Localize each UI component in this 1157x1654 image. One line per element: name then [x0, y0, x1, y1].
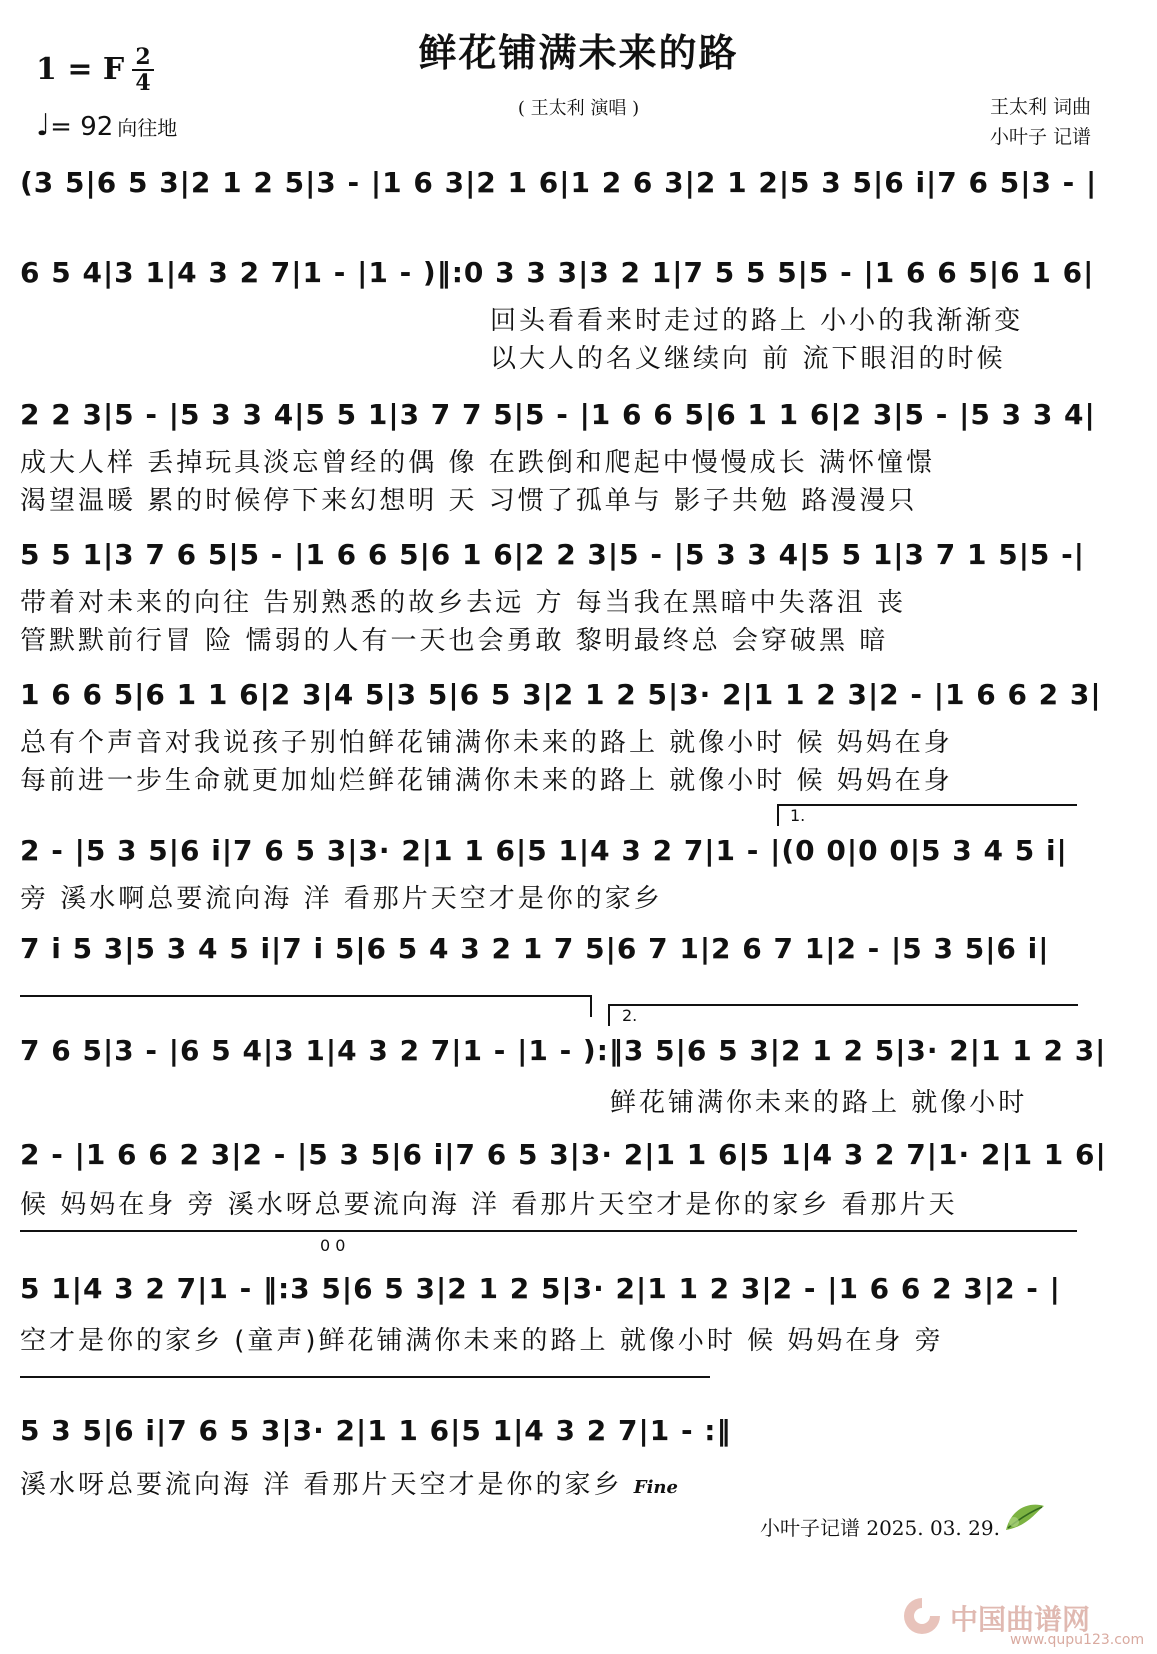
lyric-text: 溪水呀总要流向海 洋 看那片天空才是你的家乡 [20, 1470, 623, 1500]
volta-number: 0 0 [320, 1236, 346, 1255]
lyric-verse-1: 成大人样 丢掉玩具淡忘曾经的偶 像 在跌倒和爬起中慢慢成长 满怀憧憬 [20, 448, 936, 478]
volta-bracket-start [608, 1004, 610, 1026]
lyric-verse-1: 空才是你的家乡 (童声)鲜花铺满你未来的路上 就像小时 候 妈妈在身 旁 [20, 1326, 944, 1356]
performer-subtitle: ( 王太利 演唱 ) [517, 98, 640, 119]
lyric-verse-2: 以大人的名义继续向 前 流下眼泪的时候 [490, 344, 1006, 374]
score-system-6 [20, 804, 1137, 916]
notation-line: 5 3 5|6 i|7 6 5 3|3· 2|1 1 6|5 1|4 3 2 7|1 - :‖ [20, 1414, 732, 1447]
notation-line: 2 - |5 3 5|6 i|7 6 5 3|3· 2|1 1 6|5 1|4 3 2 7|1 - |(0 0|0 0|5 3 4 5 i| [20, 834, 1068, 867]
time-bottom: 4 [135, 70, 151, 96]
fine-marking: Fine [633, 1477, 678, 1498]
notation-line: 2 - |1 6 6 2 3|2 - |5 3 5|6 i|7 6 5 3|3· 2|1 1 6|5 1|4 3 2 7|1· 2|1 1 6| [20, 1138, 1107, 1171]
score-system-10 [20, 1236, 1137, 1356]
score-system-8 [20, 1004, 1137, 1116]
notation-line: 7 i 5 3|5 3 4 5 i|7 i 5|6 5 4 3 2 1 7 5|6 7 1|2 6 7 1|2 - |5 3 5|6 i| [20, 932, 1050, 965]
score-system-7 [20, 926, 1137, 976]
notation-line: 2 2 3|5 - |5 3 3 4|5 5 1|3 7 7 5|5 - |1 6 6 5|6 1 1 6|2 3|5 - |5 3 3 4| [20, 398, 1096, 431]
tempo-marking [36, 108, 177, 143]
score-system-1 [20, 160, 1137, 210]
watermark-logo-icon [900, 1594, 944, 1638]
lyric-verse-1: 回头看看来时走过的路上 小小的我渐渐变 [490, 306, 1024, 336]
lyric-verse-2: 每前进一步生命就更加灿烂鲜花铺满你未来的路上 就像小时 候 妈妈在身 [20, 766, 953, 796]
song-title: 鲜花铺满未来的路 [418, 31, 739, 75]
score-system-2 [20, 250, 1137, 380]
watermark-url: www.qupu123.com [1010, 1632, 1145, 1648]
lyric-verse-1 [20, 1464, 720, 1501]
leaf-icon [1002, 1500, 1046, 1536]
notation-line: (3 5|6 5 3|2 1 2 5|3 - |1 6 3|2 1 6|1 2 6 3|2 1 2|5 3 5|6 i|7 6 5|3 - | [20, 166, 1098, 199]
notation-line: 7 6 5|3 - |6 5 4|3 1|4 3 2 7|1 - |1 - ):‖3 5|6 5 3|2 1 2 5|3· 2|1 1 2 3| [20, 1034, 1107, 1067]
lyric-verse-2: 渴望温暖 累的时候停下来幻想明 天 习惯了孤单与 影子共勉 路漫漫只 [20, 486, 918, 516]
volta-bracket-line [777, 804, 1077, 806]
score-system-5 [20, 672, 1137, 802]
key-signature: 1 = F [36, 52, 125, 87]
lyric-verse-1: 候 妈妈在身 旁 溪水呀总要流向海 洋 看那片天空才是你的家乡 看那片天 [20, 1190, 958, 1220]
credit-lyrics: 王太利 词曲 [990, 96, 1092, 118]
score-system-11 [20, 1408, 1137, 1518]
credit-score: 小叶子 记谱 [990, 126, 1092, 148]
quarter-note-icon: ♩ [36, 108, 51, 143]
score-system-3 [20, 392, 1137, 522]
lyric-verse-2: 管默默前行冒 险 懦弱的人有一天也会勇敢 黎明最终总 会穿破黑 暗 [20, 626, 889, 656]
score-system-4 [20, 532, 1137, 662]
watermark-brand: 中国曲谱网 [950, 1603, 1091, 1636]
volta-number: 2. [622, 1006, 638, 1025]
separator-line [20, 1230, 1077, 1232]
lyric-verse-1: 旁 溪水啊总要流向海 洋 看那片天空才是你的家乡 [20, 884, 663, 914]
notation-line: 5 1|4 3 2 7|1 - ‖:3 5|6 5 3|2 1 2 5|3· 2|1 1 2 3|2 - |1 6 6 2 3|2 - | [20, 1272, 1061, 1305]
time-top: 2 [135, 44, 151, 70]
notation-line: 1 6 6 5|6 1 1 6|2 3|4 5|3 5|6 5 3|2 1 2 5|3· 2|1 1 2 3|2 - |1 6 6 2 3| [20, 678, 1102, 711]
credits [990, 92, 1091, 152]
time-signature [132, 46, 154, 94]
transcriber-signature: 小叶子记谱 2025. 03. 29. [760, 1516, 1000, 1540]
notation-line: 5 5 1|3 7 6 5|5 - |1 6 6 5|6 1 6|2 2 3|5 - |5 3 3 4|5 5 1|3 7 1 5|5 -| [20, 538, 1086, 571]
lyric-verse-1: 带着对未来的向往 告别熟悉的故乡去远 方 每当我在黑暗中失落沮 丧 [20, 588, 907, 618]
lyric-verse-1: 总有个声音对我说孩子别怕鲜花铺满你未来的路上 就像小时 候 妈妈在身 [20, 728, 953, 758]
tempo-value: = 92 [50, 112, 114, 142]
score-system-9 [20, 1132, 1137, 1220]
volta-number: 1. [790, 806, 806, 825]
lyric-verse-1: 鲜花铺满你未来的路上 就像小时 [610, 1088, 1028, 1118]
volta-1-continuation-line [20, 995, 590, 997]
notation-line: 6 5 4|3 1|4 3 2 7|1 - |1 - )‖:0 3 3 3|3 2 1|7 5 5 5|5 - |1 6 6 5|6 1 6| [20, 256, 1095, 289]
expression-marking: 向往地 [117, 116, 178, 140]
volta-bracket-start [777, 804, 779, 826]
separator-line [20, 1376, 710, 1378]
volta-bracket-line [608, 1004, 1078, 1006]
